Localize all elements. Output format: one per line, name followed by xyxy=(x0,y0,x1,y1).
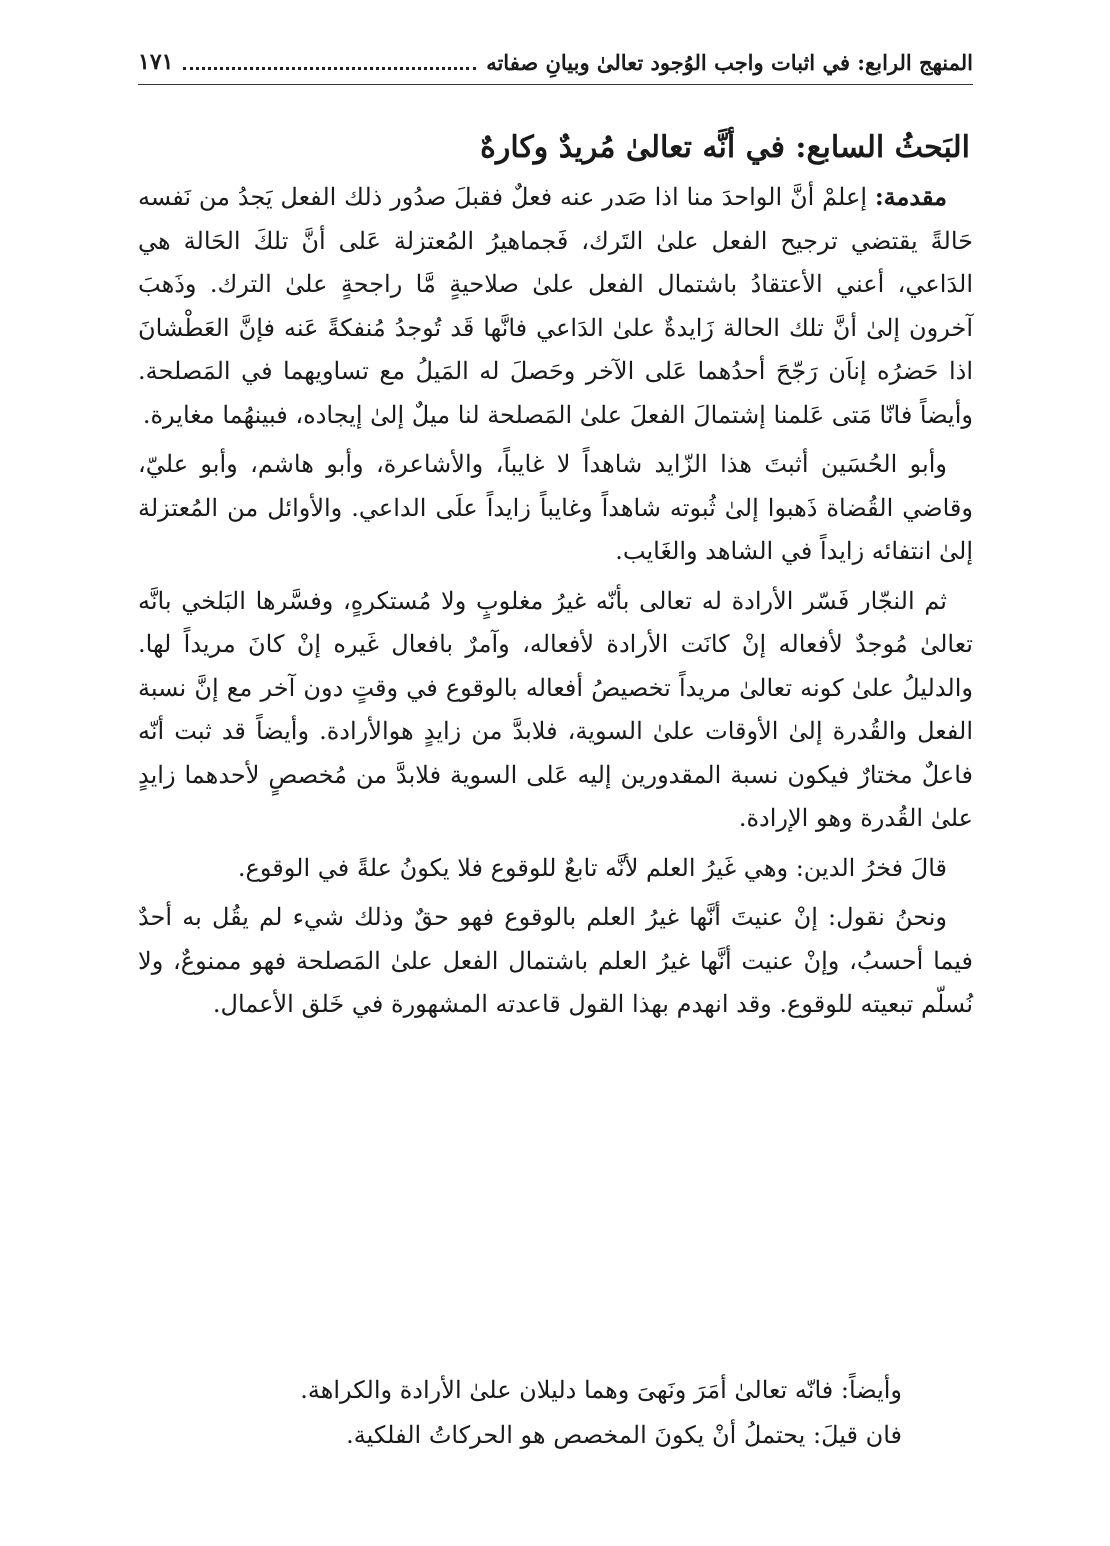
running-title: المنهج الرابع: في اثبات واجب الوُجود تعالىٰ وبيانِ صفاته xyxy=(486,49,973,75)
dot-leader xyxy=(183,67,476,70)
header-rule xyxy=(138,84,973,85)
body-text xyxy=(138,175,973,1033)
section-title: البَحثُ السابع: في أنَّه تعالىٰ مُريدٌ وكارهٌ xyxy=(480,130,970,165)
paragraph: قالَ فخرُ الدين: وهي غَيرُ العلم لأنَّه تابعٌ للوقوع فلا يكونُ علةً في الوقوع. xyxy=(237,853,947,882)
paragraph: وأيضاً: فانّه تعالىٰ أمَرَ ونَهىَ وهما دليلان علىٰ الأرادة والكراهة. xyxy=(300,1376,902,1404)
closing-lines xyxy=(300,1368,902,1458)
paragraph: ثم النجّار فَسّر الأرادة له تعالى بأنّه غيرُ مغلوبٍ ولا مُستكرهٍ، وفسَّرها البَلخي بانَّه تعالىٰ مُوجدٌ لأفعاله إنْ كانَت الأرادة لأفعاله، وآمرٌ بافعال غَيره إنْ كانَ مريداً لها. والدليلُ علىٰ كونه تعالىٰ مريداً تخصيصُ أفعاله بالوقوع في وقتٍ دون آخر مع إنَّ نسبة الفعل والقُدرة إلىٰ الأوقات علىٰ السوية، فلابدَّ من زايدٍ هوالأرادة. وأيضاً قد ثبت أنّه فاعلٌ مختارٌ فيكون نسبة المقدورين إليه عَلى السوية فلابدَّ من مُخصصٍ لأحدهما زايدٍ علىٰ القُدرة وهو الإرادة. xyxy=(138,586,973,832)
intro-text: إعلمْ أنَّ الواحدَ منا اذا صَدر عنه فعلٌ فقبلَ صدُور ذلك الفعل يَجدُ من نَفسه حَالةً يقتضي ترجيح الفعل علىٰ التَرك، فَجماهيرُ المُعتزلة عَلى أنَّ تلكَ الحَالة هي الدَاعي، أعني الأعتقادُ باشتمال الفعل علىٰ صلاحيةٍ مَّا راجحةٍ علىٰ الترك. وذَهبَ آخرون إلىٰ أنَّ تلك الحالة زَايدةٌ علىٰ الدَاعي فانَّها قَد تُوجدُ مُنفكةً عَنه فإنَّ العَطْشانَ اذا حَضرُه إناَن رَجّحَ أحدُهما عَلى الآخر وحَصلَ له المَيلُ مع تساويهما في المَصلحة. وأيضاً فانّا مَتى عَلمنا إشتمالَ الفعلَ علىٰ المَصلحة لنا ميلٌ إلىٰ إيجاده، فبينهُما مغايرة. xyxy=(138,183,973,429)
paragraph: ونحنُ نقول: إنْ عنيتَ أنَّها غيرُ العلم بالوقوع فهو حقٌ وذلك شيء لم يقُل به أحدٌ فيما أحسبُ، وإنْ عنيت أنَّها غيرُ العلم باشتمال الفعل علىٰ المَصلحة فهو ممنوعٌ، ولا نُسلّم تبعيته للوقوع. وقد انهدم بهذا القول قاعدته المشهورة في خَلق الأعمال. xyxy=(138,903,973,1018)
page-number: ١٧١ xyxy=(138,49,174,75)
paragraph: فان قيلَ: يحتملُ أنْ يكونَ المخصص هو الحركاتُ الفلكية. xyxy=(346,1421,902,1449)
paragraph-intro xyxy=(138,175,973,437)
paragraph: وأبو الحُسَين أثبتَ هذا الزّايد شاهداً لا غايباً، والأشاعرة، وأبو هاشم، وأبو عليّ، وقاضي القُضاة ذَهبوا إلىٰ ثُبوته شاهداً وغايباً زايداً علَى الداعي. والأوائل من المُعتزلة إلىٰ انتفائه زايداً في الشاهد والغَايب. xyxy=(138,450,973,565)
running-header xyxy=(138,40,973,84)
intro-label: مقدمة: xyxy=(874,182,947,211)
